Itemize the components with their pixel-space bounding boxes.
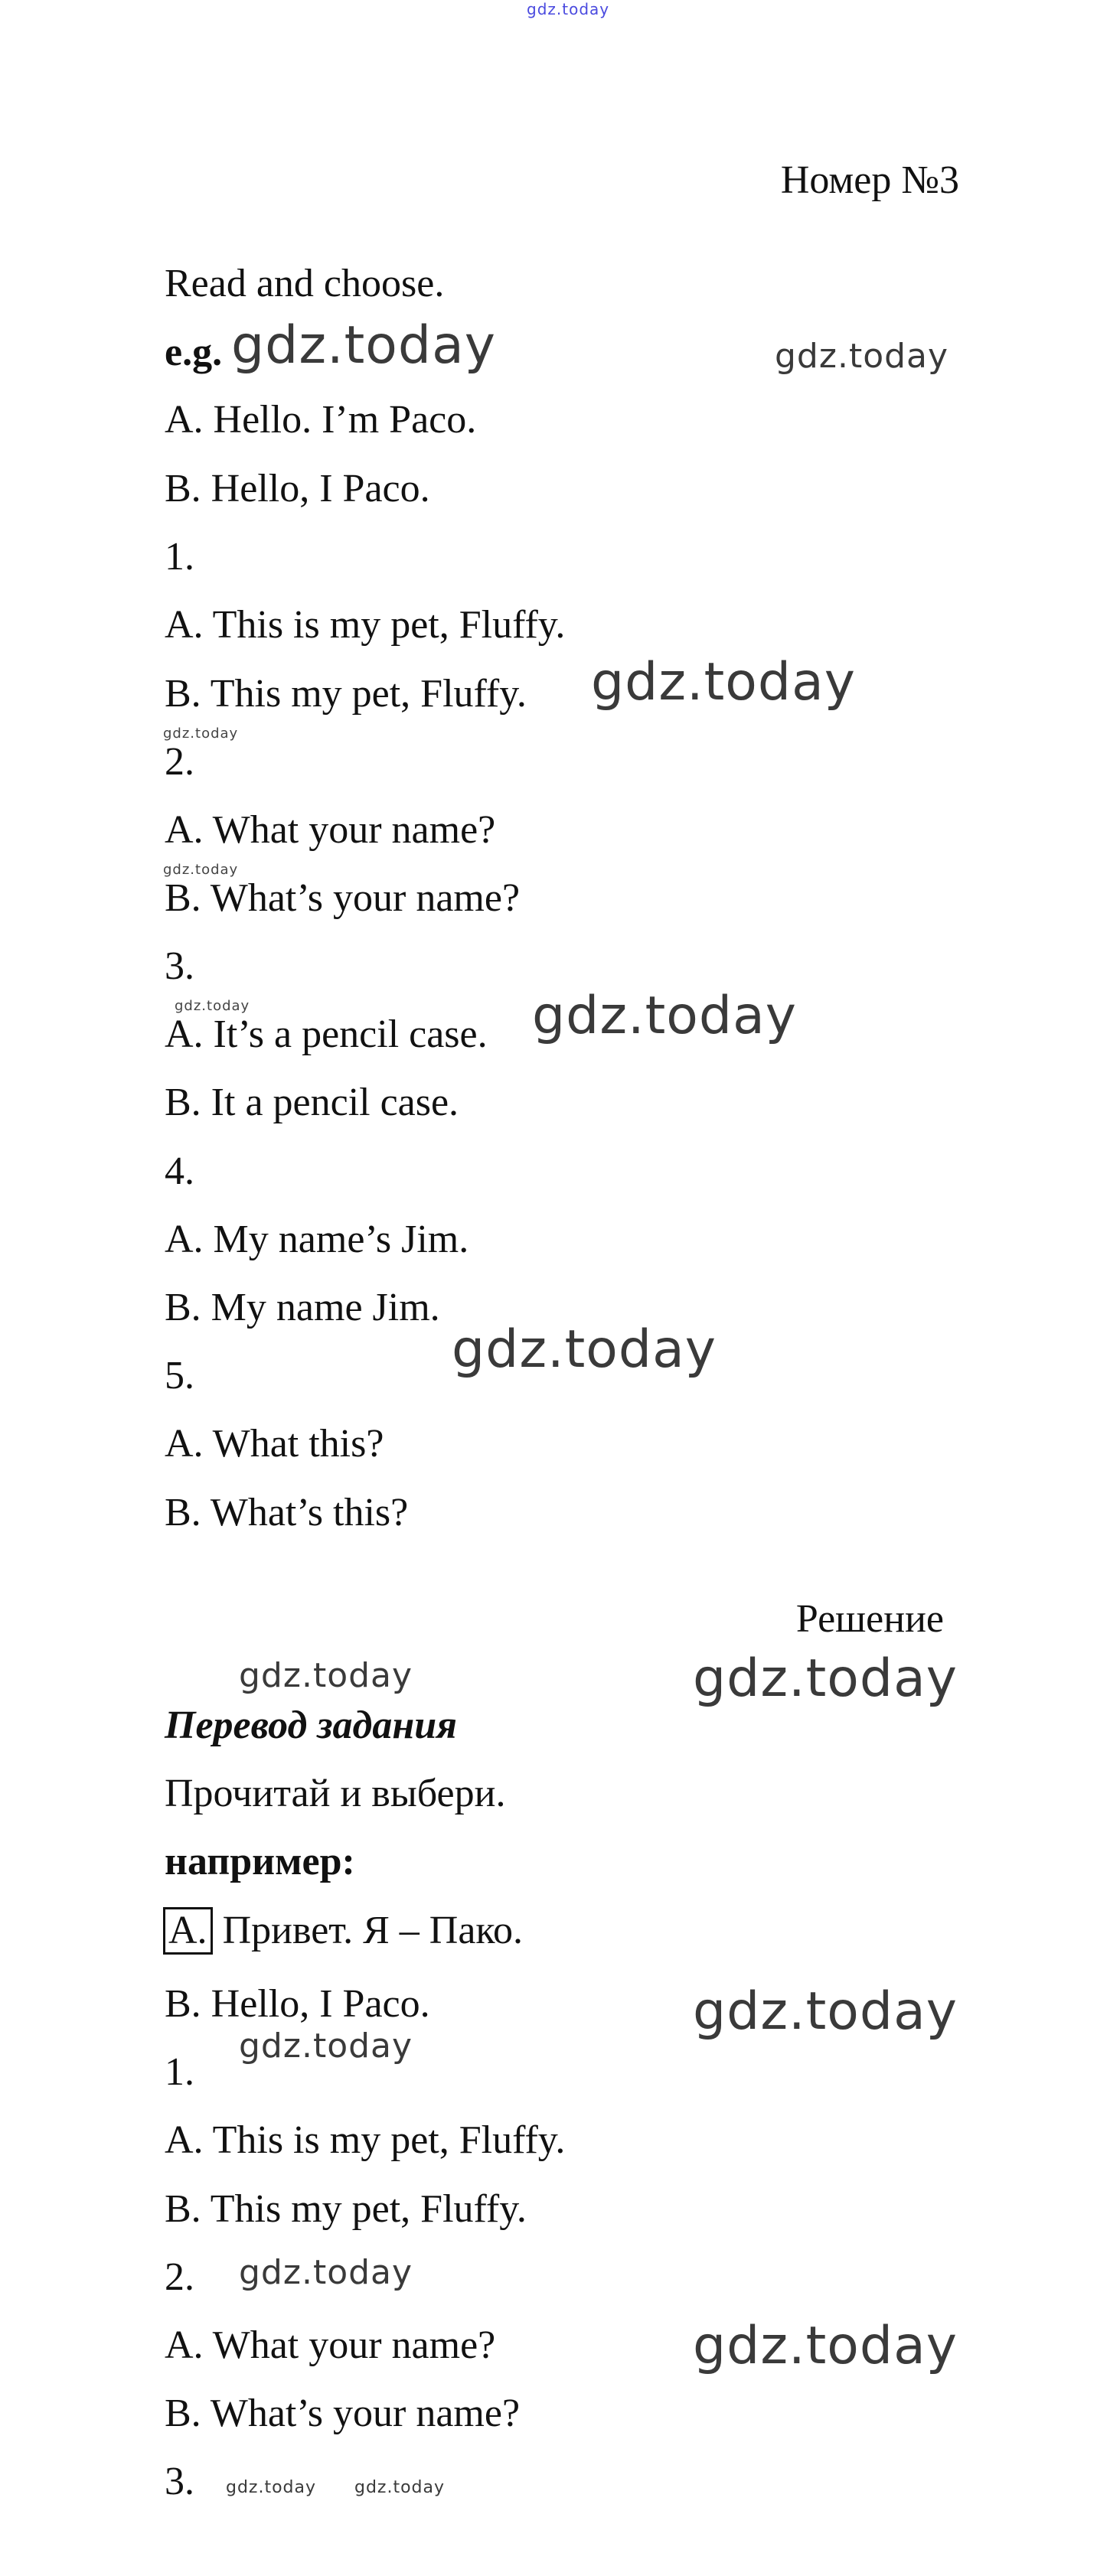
- item-number: 4.: [165, 1149, 194, 1193]
- example-option-b: B. Hello, I Paco.: [165, 467, 430, 510]
- item-option-a: A. It’s a pencil case.: [165, 1012, 488, 1056]
- watermark: gdz.today: [175, 998, 250, 1014]
- solution-item-option-a: A. This is my pet, Fluffy.: [165, 2118, 566, 2162]
- watermark: gdz.today: [693, 2316, 958, 2376]
- item-option-a: A. My name’s Jim.: [165, 1218, 469, 1261]
- solution-item-number: 3.: [165, 2460, 194, 2503]
- watermark: gdz.today: [775, 337, 949, 376]
- task-title: Номер №3: [780, 158, 959, 202]
- item-option-a: A. This is my pet, Fluffy.: [165, 603, 566, 647]
- item-option-b: B. What’s this?: [165, 1491, 409, 1534]
- translation-example-label: например:: [165, 1840, 355, 1883]
- watermark: gdz.today: [231, 315, 496, 376]
- watermark: gdz.today: [693, 1981, 958, 2042]
- example-label: e.g.: [165, 331, 223, 374]
- item-option-a: A. What this?: [165, 1422, 384, 1466]
- translation-example-option-b: B. Hello, I Paco.: [165, 1982, 430, 2026]
- watermark: gdz.today: [163, 862, 239, 878]
- watermark: gdz.today: [591, 652, 856, 712]
- solution-item-option-a: A. What your name?: [165, 2323, 496, 2367]
- watermark: gdz.today: [226, 2478, 317, 2497]
- watermark: gdz.today: [239, 2027, 413, 2066]
- watermark: gdz.today: [239, 1656, 413, 1695]
- translation-example-option-a: [163, 1907, 523, 1955]
- solution-item-option-b: B. What’s your name?: [165, 2392, 521, 2435]
- watermark: gdz.today: [354, 2478, 446, 2497]
- item-option-a: A. What your name?: [165, 808, 496, 852]
- answer-box: A.: [163, 1907, 213, 1955]
- translation-instruction: Прочитай и выбери.: [165, 1772, 506, 1815]
- watermark: gdz.today: [163, 726, 239, 742]
- watermark: gdz.today: [693, 1648, 958, 1709]
- item-number: 3.: [165, 944, 194, 988]
- solution-item-option-b: B. This my pet, Fluffy.: [165, 2187, 527, 2231]
- item-option-b: B. My name Jim.: [165, 1286, 440, 1329]
- item-number: 5.: [165, 1354, 194, 1397]
- item-option-b: B. What’s your name?: [165, 876, 521, 920]
- solution-item-number: 2.: [165, 2255, 194, 2299]
- watermark: gdz.today: [239, 2253, 413, 2292]
- solution-item-number: 1.: [165, 2050, 194, 2094]
- item-option-b: B. This my pet, Fluffy.: [165, 672, 527, 716]
- watermark: gdz.today: [532, 986, 797, 1046]
- watermark: gdz.today: [452, 1319, 717, 1380]
- answer-text: Привет. Я – Пако.: [212, 1909, 524, 1952]
- item-number: 1.: [165, 535, 194, 579]
- task-instruction: Read and choose.: [165, 262, 445, 305]
- translation-title: Перевод задания: [165, 1704, 457, 1747]
- item-option-b: B. It a pencil case.: [165, 1081, 459, 1124]
- example-option-a: A. Hello. I’m Paco.: [165, 398, 477, 442]
- solution-heading: Решение: [795, 1597, 944, 1641]
- watermark-top: gdz.today: [527, 0, 610, 18]
- item-number: 2.: [165, 740, 194, 784]
